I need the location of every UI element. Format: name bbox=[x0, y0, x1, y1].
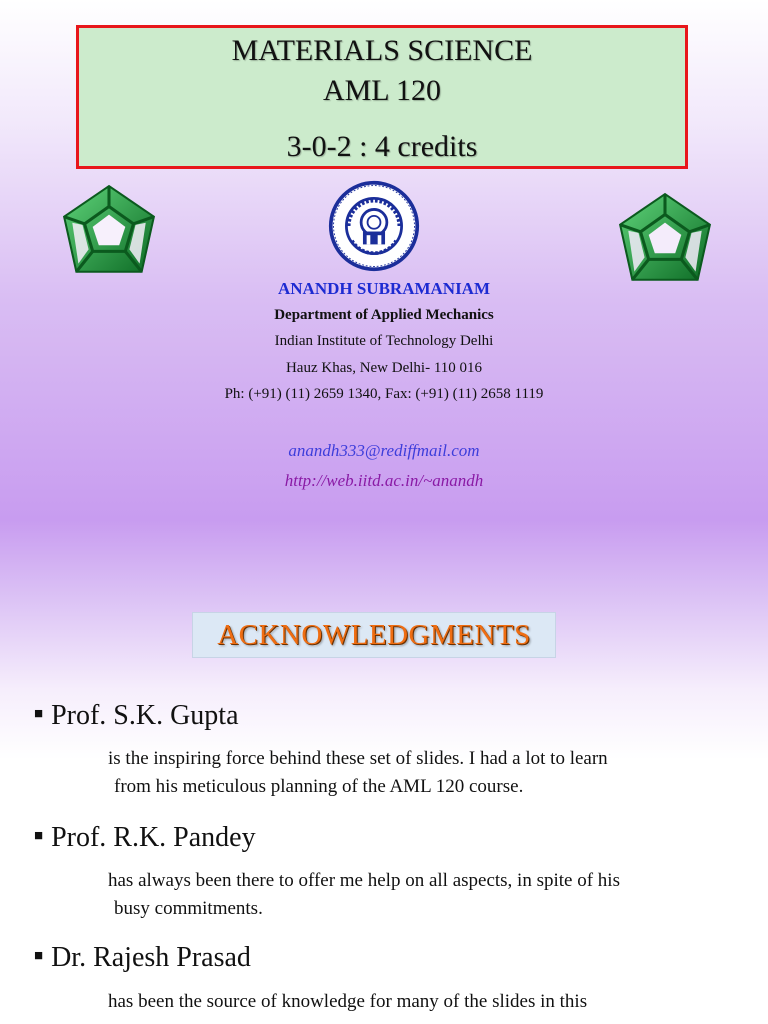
ack-item-description bbox=[108, 988, 728, 1016]
acknowledgments-heading: ACKNOWLEDGMENTS bbox=[192, 612, 556, 658]
ack-item-name bbox=[34, 700, 239, 732]
course-credits: 3-0-2 : 4 credits bbox=[286, 130, 478, 163]
bullet-icon: ■ bbox=[34, 948, 44, 964]
bullet-icon: ■ bbox=[34, 706, 44, 722]
course-title-box bbox=[76, 25, 688, 169]
course-title: MATERIALS SCIENCE bbox=[231, 34, 533, 67]
ack-desc-line: is the inspiring force behind these set of slides. I had a lot to learn bbox=[108, 748, 608, 769]
ack-desc-line: has been the source of knowledge for many of the slides in this bbox=[108, 991, 588, 1012]
ack-desc-line: from his meticulous planning of the AML 120 course. bbox=[114, 776, 524, 797]
ack-desc-line: has always been there to offer me help on all aspects, in spite of his bbox=[108, 870, 620, 891]
ack-item-description bbox=[108, 867, 728, 923]
dodecahedron-icon bbox=[58, 182, 160, 284]
website-link[interactable]: http://web.iitd.ac.in/~anandh bbox=[284, 471, 484, 490]
ack-name-text: Prof. R.K. Pandey bbox=[51, 822, 256, 853]
phone-fax: Ph: (+91) (11) 2659 1340, Fax: (+91) (11) 2658 1119 bbox=[224, 386, 544, 402]
course-code: AML 120 bbox=[322, 74, 442, 107]
iit-delhi-logo bbox=[328, 180, 420, 272]
dodecahedron-icon bbox=[614, 190, 716, 292]
address: Hauz Khas, New Delhi- 110 016 bbox=[285, 360, 483, 376]
ack-item-description bbox=[108, 745, 728, 801]
ack-desc-line: busy commitments. bbox=[114, 898, 263, 919]
bullet-icon: ■ bbox=[34, 828, 44, 844]
ack-name-text: Dr. Rajesh Prasad bbox=[51, 942, 251, 973]
author-name: ANANDH SUBRAMANIAM bbox=[277, 279, 491, 298]
department: Department of Applied Mechanics bbox=[274, 307, 494, 323]
institute: Indian Institute of Technology Delhi bbox=[274, 333, 494, 349]
ack-item-name bbox=[34, 942, 251, 974]
email-link[interactable]: anandh333@rediffmail.com bbox=[288, 441, 480, 460]
ack-item-name bbox=[34, 822, 256, 854]
ack-name-text: Prof. S.K. Gupta bbox=[51, 700, 239, 731]
